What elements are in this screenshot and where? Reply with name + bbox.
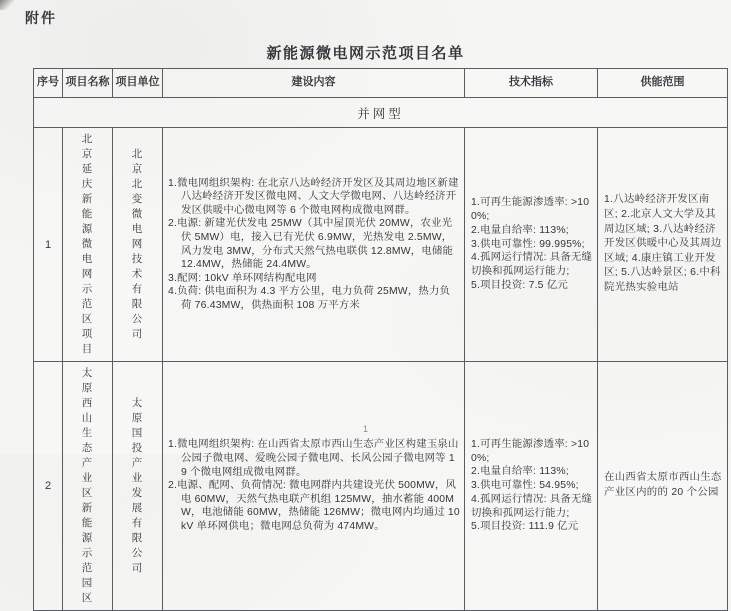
scan-corner-artifact (0, 0, 14, 10)
tech-item: 2.电量自给率: 113%; (471, 466, 569, 478)
tech-item: 5.项目投资: 7.5 亿元 (471, 279, 568, 291)
construction-item: 2.电源: 新建光伏发电 25MW（其中屋顶光伏 20MW，农业光伏 5MW）电，接入已有光伏 6.9MW，光热发电 2.5MW，风力发电 3MW，分布式天然气热电联供 12.8MW，电储能 12.4MW，热储能 24.4MW。 (168, 218, 454, 271)
project-unit-1-text: 北京北变微电网技术有限公司 (131, 148, 144, 340)
table-row-project-1 (34, 128, 728, 362)
construction-item: 3.配网: 10kV 单环网结构配电网 (168, 272, 317, 284)
construction-content-1 (163, 128, 465, 362)
tech-item: 3.供电可靠性: 99.995%; (471, 238, 585, 250)
table-row-project-2 (34, 362, 728, 611)
tech-item: 4.孤网运行情况: 具备无缝切换和孤网运行能力; (471, 493, 593, 519)
supply-scope-1-text: 1.八达岭经济开发区南区; 2.北京人文大学及其周边区域; 3.八达岭经济开发区供暖中心及其周边区域; 4.康庄镇工业开发区; 5.八达岭景区; 6.中科院光热实验电站 (604, 194, 722, 293)
construction-item: 1.微电网组织架构: 在山西省太原市西山生态产业区构建玉泉山公园子微电网、爱晚公园子微电网、长风公园子微电网等 19 个微电网组成微电网群。 (168, 439, 459, 478)
project-name-2-text: 太原西山生态产业区新能源示范园区 (81, 367, 94, 604)
header-serial-no: 序号 (34, 69, 63, 98)
document-title: 新能源微电网示范项目名单 (266, 45, 465, 62)
construction-item: 2.电源、配网、负荷情况: 微电网群内共建设光伏 500MW，风电 60MW，天然气热电联产机组 125MW，抽水蓄能 400MW，电池储能 60MW，热储能 126MW；微电网内均通过 10kV 单环网供电；微电网总负荷为 474MW。 (168, 480, 460, 532)
projects-table (33, 68, 728, 611)
project-name-1 (63, 128, 113, 362)
tech-item: 1.可再生能源渗透率: >100%; (471, 197, 590, 222)
header-supply-scope: 供能范围 (598, 69, 728, 98)
tech-item: 1.可再生能源渗透率: >100%; (471, 438, 590, 464)
section-label-grid-connected: 并网型 (34, 98, 728, 128)
construction-item: 1.微电网组织架构: 在北京八达岭经济开发区及其周边地区新建八达岭经济开发区微电网、人文大学微电网、八达岭经济开发区供暖中心微电网等 6 个微电网构成微电网群。 (168, 177, 459, 216)
tech-item: 2.电量自给率: 113%; (471, 224, 569, 236)
tech-indicators-1 (465, 128, 598, 362)
tech-item: 5.项目投资: 111.9 亿元 (471, 521, 579, 533)
header-construction-content: 建设内容 (163, 69, 465, 98)
tech-item: 3.供电可靠性: 54.95%; (471, 480, 579, 492)
supply-scope-2 (598, 362, 728, 611)
projects-table-wrapper (33, 68, 727, 611)
supply-scope-2-text: 在山西省太原市西山生态产业区内的的 20 个公园 (604, 472, 722, 498)
page-number: 1 (362, 424, 368, 434)
construction-item: 4.负荷: 供电面积为 4.3 平方公里，电力负荷 25MW，热力负荷 76.43MW，供热面积 108 万平方米 (168, 286, 451, 311)
tech-indicators-2 (465, 362, 598, 611)
header-row (34, 69, 728, 98)
project-unit-2-text: 太原国投产业发展有限公司 (131, 397, 144, 574)
tech-item: 4.孤网运行情况: 具备无缝切换和孤网运行能力; (471, 252, 593, 278)
project-name-1-text: 北京延庆新能源微电网示范区项目 (81, 133, 94, 355)
project-unit-1 (113, 128, 163, 362)
serial-no-1: 1 (34, 128, 63, 362)
section-row-grid-connected (34, 98, 728, 128)
header-tech-indicators: 技术指标 (465, 69, 598, 98)
project-name-2 (63, 362, 113, 611)
project-unit-2 (113, 362, 163, 611)
header-project-name: 项目名称 (63, 69, 113, 98)
attachment-label: 附件 (25, 10, 57, 26)
supply-scope-1 (598, 128, 728, 362)
construction-content-2 (163, 362, 465, 611)
serial-no-2: 2 (34, 362, 63, 611)
header-project-unit: 项目单位 (113, 69, 163, 98)
